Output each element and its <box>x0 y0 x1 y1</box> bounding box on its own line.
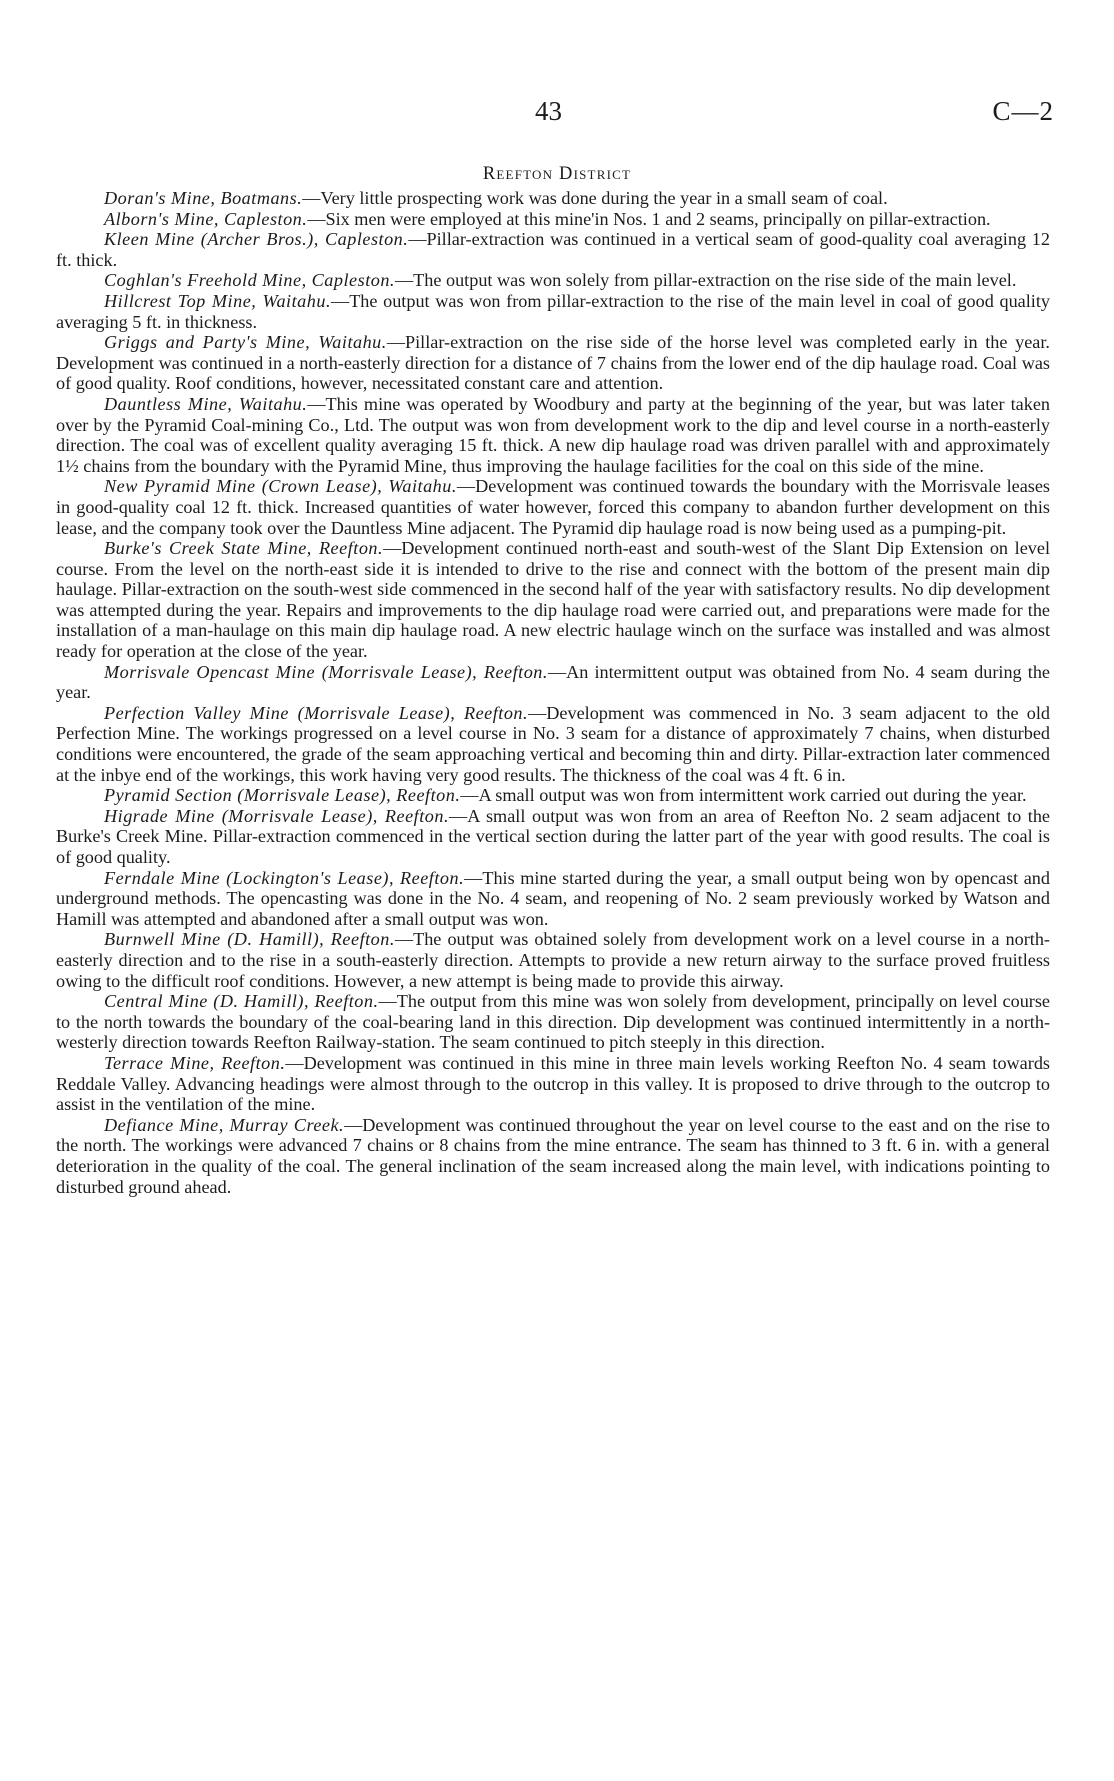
paragraph-text: —Six men were employed at this mine'in Nos. 1 and 2 seams, principally on pillar-extraction. <box>307 208 991 229</box>
paragraph-text: —A small output was won from an area of Reefton No. 2 seam adjacent to the Burke's Creek Mine. Pillar-extraction commenced in the vertical section during the latter part of the year with good results. The coal is of good quality. <box>56 805 1051 867</box>
paragraph-dauntless-mine <box>56 394 1050 476</box>
paragraph-terrace-mine <box>56 1053 1050 1115</box>
paragraph-text: —Very little prospecting work was done during the year in a small seam of coal. <box>302 188 888 208</box>
paragraph-burkes-creek-mine <box>56 538 1050 662</box>
mine-name: Perfection Valley Mine (Morrisvale Lease), Reefton. <box>104 702 529 723</box>
paragraph-text: —Development continued north-east and south-west of the Slant Dip Extension on level course. From the level on the north-east side it is intended to drive to the rise and connect with the bottom of the present main dip haulage. Pillar-extraction on the south-west side commenced in the second half of the year with satisfactory results. No dip development was attempted during the year. Repairs and improvements to the dip haulage road were carried out, and preparations were made for the installation of a man-haulage on this main dip haulage road. A new electric haulage winch on the surface was installed and was almost ready for operation at the close of the year. <box>56 538 1050 662</box>
paragraph-ferndale-mine <box>56 868 1050 930</box>
mine-name: Central Mine (D. Hamill), Reefton. <box>104 991 379 1012</box>
paragraph-text: —The output was won solely from pillar-extraction on the rise side of the main level. <box>394 270 1017 291</box>
mine-name: Defiance Mine, Murray Creek. <box>104 1114 345 1135</box>
section-title: Reefton District <box>482 164 632 184</box>
paragraph-griggs-mine <box>56 332 1050 394</box>
mine-name: Alborn's Mine, Capleston. <box>104 208 308 229</box>
mine-name: Hillcrest Top Mine, Waitahu. <box>104 290 331 311</box>
paragraph-text: —An intermittent output was obtained from No. 4 seam during the year. <box>56 661 1050 703</box>
paragraph-higrade-mine <box>56 806 1050 868</box>
paragraph-text: —This mine started during the year, a small output being won by opencast and underground methods. The opencasting was done in the No. 4 seam, and reopening of No. 2 seam previously worked by Watson and Hamill was attempted and abandoned after a small output was won. <box>56 867 1050 929</box>
page-header <box>0 96 1114 136</box>
mine-name: Dauntless Mine, Waitahu. <box>104 393 308 414</box>
paragraph-text: —A small output was won from intermittent work carried out during the year. <box>460 785 1027 806</box>
mine-name: Ferndale Mine (Lockington's Lease), Reefton. <box>104 867 465 888</box>
paragraph-text: —This mine was operated by Woodbury and party at the beginning of the year, but was later taken over by the Pyramid Coal-mining Co., Ltd. The output was won from development work to the dip and level course in a north-easterly direction. The coal was of excellent quality averaging 15 ft. thick. A new dip haulage road was driven parallel with and approximately 1½ chains from the boundary with the Pyramid Mine, thus improving the haulage facilities for the coal on this side of the mine. <box>56 393 1050 476</box>
paragraph-morrisvale-opencast-mine <box>56 662 1050 703</box>
mine-name: Kleen Mine (Archer Bros.), Capleston. <box>104 229 409 250</box>
paragraph-text: —Development was continued in this mine in three main levels working Reefton No. 4 seam towards Reddale Valley. Advancing headings were almost through to the outcrop in this valley. It is proposed to drive through to the outcrop to assist in the ventilation of the mine. <box>56 1052 1050 1115</box>
paragraph-text: —Pillar-extraction on the rise side of the horse level was completed early in the year. Development was continued in a north-easterly direction for a distance of 7 chains from the lower end of the dip haulage road. Coal was of good quality. Roof conditions, however, necessitated constant care and attention. <box>56 332 1050 394</box>
mine-name: Burke's Creek State Mine, Reefton. <box>104 538 384 559</box>
paragraph-pyramid-section <box>56 785 1050 806</box>
mine-name: Terrace Mine, Reefton. <box>104 1052 286 1073</box>
paragraph-perfection-valley-mine <box>56 703 1050 785</box>
paragraph-dorans-mine <box>56 188 1050 209</box>
paragraph-text: —Pillar-extraction was continued in a vertical seam of good-quality coal averaging 12 ft. thick. <box>56 229 1050 270</box>
mine-name: Morrisvale Opencast Mine (Morrisvale Lease), Reefton. <box>104 661 548 682</box>
paragraph-central-mine <box>56 991 1050 1053</box>
paragraph-text: —Development was commenced in No. 3 seam adjacent to the old Perfection Mine. The workings progressed on a level course in No. 3 seam for a distance of approximately 7 chains, when disturbed conditions were encountered, the grade of the seam approaching vertical and becoming thin and dirty. Pillar-extraction later commenced at the inbye end of the workings, this work having very good results. The thickness of the coal was 4 ft. 6 in. <box>56 702 1050 785</box>
mine-name: Coghlan's Freehold Mine, Capleston. <box>104 270 395 291</box>
page-number: 43 <box>535 96 562 126</box>
mine-name: Griggs and Party's Mine, Waitahu. <box>104 332 387 353</box>
document-body <box>56 188 1050 1197</box>
paragraph-text: —The output from this mine was won solely from development, principally on level course to the north towards the boundary of the coal-bearing land in this direction. Dip development was continued intermittently in a north-westerly direction towards Reefton Railway-station. The seam continued to pitch steeply in this direction. <box>56 991 1050 1053</box>
mine-name: Higrade Mine (Morrisvale Lease), Reefton. <box>104 805 450 826</box>
paragraph-text: —Development was continued towards the boundary with the Morrisvale leases in good-quality coal 12 ft. thick. Increased quantities of water however, forced this company to abandon further development on this lease, and the company took over the Dauntless Mine adjacent. The Pyramid dip haulage road is now being used as a pumping-pit. <box>56 476 1050 538</box>
paragraph-kleen-mine <box>56 229 1050 270</box>
mine-name: Burnwell Mine (D. Hamill), Reefton. <box>104 929 395 950</box>
series-code: C—2 <box>992 96 1054 126</box>
paragraph-alborns-mine <box>56 209 1050 230</box>
paragraph-hillcrest-mine <box>56 291 1050 332</box>
paragraph-text: —The output was obtained solely from development work on a level course in a north-easterly direction and to the rise in a south-easterly direction. Attempts to provide a new return airway to the surface proved fruitless owing to the difficult roof conditions. However, a new attempt is being made to provide this airway. <box>56 929 1050 991</box>
paragraph-defiance-mine <box>56 1115 1050 1197</box>
paragraph-text: —Development was continued throughout the year on level course to the east and on the rise to the north. The workings were advanced 7 chains or 8 chains from the mine entrance. The seam has thinned to 3 ft. 6 in. with a general deterioration in the quality of the coal. The general inclination of the seam increased along the main level, with indications pointing to disturbed ground ahead. <box>56 1114 1050 1197</box>
mine-name: Pyramid Section (Morrisvale Lease), Reefton. <box>104 785 461 806</box>
paragraph-burnwell-mine <box>56 929 1050 991</box>
paragraph-new-pyramid-mine <box>56 476 1050 538</box>
paragraph-text: —The output was won from pillar-extraction to the rise of the main level in coal of good quality averaging 5 ft. in thickness. <box>56 290 1050 332</box>
mine-name: Doran's Mine, Boatmans. <box>104 188 303 208</box>
mine-name: New Pyramid Mine (Crown Lease), Waitahu. <box>104 476 457 497</box>
paragraph-coghlans-mine <box>56 270 1050 291</box>
